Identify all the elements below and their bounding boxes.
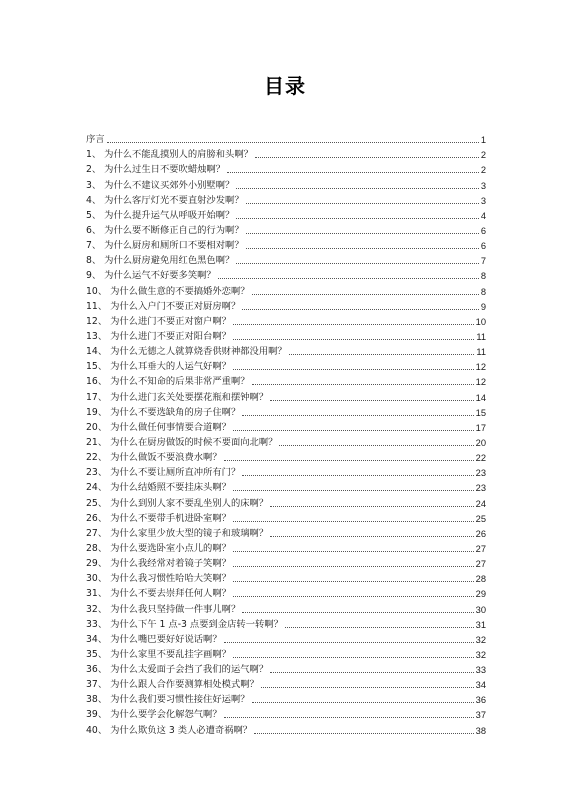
toc-dot-leader: [107, 142, 479, 143]
toc-entry-page-number: 2: [480, 150, 486, 161]
toc-entry-page-number: 2: [480, 165, 486, 176]
toc-entry[interactable]: [86, 313, 486, 328]
toc-entry-page-number: 12: [475, 362, 486, 373]
toc-dot-leader: [224, 717, 474, 718]
toc-entry-page-number: 33: [475, 665, 486, 676]
toc-entry-label: 31、 为什么不要去崇拜任何人啊？: [86, 588, 231, 600]
toc-entry-label: 1、 为什么不能乱摸别人的肩膀和头啊？: [86, 149, 253, 161]
toc-dot-leader: [233, 581, 474, 582]
toc-dot-leader: [233, 490, 474, 491]
toc-entry[interactable]: [86, 616, 486, 631]
toc-entry-label: 15、 为什么耳垂大的人运气好啊？: [86, 361, 231, 373]
toc-dot-leader: [252, 384, 474, 385]
toc-entry[interactable]: [86, 131, 486, 146]
toc-entry-label: 17、 为什么进门玄关处要摆花瓶和摆钟啊？: [86, 391, 269, 403]
toc-dot-leader: [242, 309, 479, 310]
toc-entry-label: 14、 为什么无德之人就算烧香供财神都没用啊？: [86, 346, 287, 358]
toc-entry-page-number: 26: [475, 528, 486, 539]
toc-entry-page-number: 24: [475, 498, 486, 509]
toc-entry-label: 36、 为什么太爱面子会挡了我们的运气啊？: [86, 664, 269, 676]
toc-dot-leader: [242, 612, 473, 613]
toc-dot-leader: [236, 263, 479, 264]
toc-entry-page-number: 8: [480, 286, 486, 297]
toc-entry-label: 7、 为什么厨房和厕所口不要相对啊？: [86, 240, 244, 252]
toc-entry-label: 20、 为什么做任何事情要合道啊？: [86, 421, 231, 433]
toc-entry[interactable]: [86, 404, 486, 419]
toc-entry-page-number: 36: [475, 695, 486, 706]
toc-entry-page-number: 20: [475, 437, 486, 448]
toc-entry-label: 19、 为什么不要选缺角的房子住啊？: [86, 406, 241, 418]
toc-entry-page-number: 23: [475, 483, 486, 494]
table-of-contents: [86, 131, 486, 737]
toc-dot-leader: [255, 157, 479, 158]
toc-entry-label: 40、 为什么欺负这 3 类人必遭奇祸啊？: [86, 724, 253, 736]
toc-entry-page-number: 7: [480, 256, 486, 267]
toc-entry-page-number: 31: [475, 619, 486, 630]
toc-entry-page-number: 30: [475, 604, 486, 615]
toc-entry-page-number: 25: [475, 513, 486, 524]
toc-entry-page-number: 38: [475, 725, 486, 736]
toc-entry[interactable]: [86, 328, 486, 343]
toc-dot-leader: [236, 188, 479, 189]
toc-dot-leader: [233, 369, 474, 370]
toc-entry-label: 10、 为什么做生意的不要搞婚外恋啊？: [86, 285, 250, 297]
toc-entry-label: 23、 为什么不要让厕所直冲所有门？: [86, 467, 241, 479]
toc-entry-label: 38、 为什么我们要习惯性接住好运啊？: [86, 694, 250, 706]
toc-entry-label: 39、 为什么要学会化解怨气啊？: [86, 709, 222, 721]
toc-entry-page-number: 6: [480, 225, 486, 236]
page-title: 目录: [264, 74, 306, 98]
toc-dot-leader: [254, 733, 474, 734]
toc-entry-page-number: 22: [475, 453, 486, 464]
toc-entry-page-number: 23: [475, 468, 486, 479]
toc-entry[interactable]: [86, 267, 486, 282]
toc-entry-label: 37、 为什么跟人合作要测算相处模式啊？: [86, 679, 259, 691]
toc-entry-label: 32、 为什么我只坚持做一件事儿啊？: [86, 603, 241, 615]
toc-entry[interactable]: [86, 419, 486, 434]
toc-entry[interactable]: [86, 343, 486, 358]
toc-entry-page-number: 27: [475, 543, 486, 554]
toc-dot-leader: [289, 354, 475, 355]
toc-entry[interactable]: [86, 252, 486, 267]
toc-entry[interactable]: [86, 192, 486, 207]
toc-entry-page-number: 15: [475, 407, 486, 418]
toc-dot-leader: [233, 339, 474, 340]
toc-dot-leader: [233, 430, 474, 431]
toc-dot-leader: [233, 657, 474, 658]
toc-entry[interactable]: [86, 176, 486, 191]
toc-entry[interactable]: [86, 434, 486, 449]
toc-entry-label: 24、 为什么结婚照不要挂床头啊？: [86, 482, 231, 494]
toc-entry-label: 21、 为什么在厨房做饭的时候不要面向北啊？: [86, 436, 278, 448]
toc-entry-page-number: 6: [480, 241, 486, 252]
toc-entry-page-number: 3: [480, 195, 486, 206]
toc-entry-label: 29、 为什么我经常对着镜子笑啊？: [86, 558, 231, 570]
toc-dot-leader: [233, 596, 474, 597]
toc-entry-page-number: 9: [480, 301, 486, 312]
toc-entry-page-number: 1: [480, 135, 486, 146]
toc-entry[interactable]: [86, 449, 486, 464]
toc-entry-label: 13、 为什么进门不要正对阳台啊？: [86, 330, 231, 342]
toc-entry-page-number: 11: [476, 331, 486, 342]
toc-dot-leader: [233, 521, 474, 522]
toc-entry-page-number: 8: [480, 271, 486, 282]
toc-entry[interactable]: [86, 222, 486, 237]
toc-entry[interactable]: [86, 721, 486, 736]
toc-dot-leader: [270, 536, 474, 537]
toc-entry[interactable]: [86, 585, 486, 600]
toc-dot-leader: [233, 551, 474, 552]
toc-dot-leader: [270, 400, 474, 401]
toc-entry-label: 11、 为什么入户门不要正对厨房啊？: [86, 300, 241, 312]
toc-entry[interactable]: [86, 525, 486, 540]
toc-entry-label: 35、 为什么家里不要乱挂字画啊？: [86, 648, 231, 660]
toc-entry[interactable]: [86, 298, 486, 313]
toc-entry[interactable]: [86, 388, 486, 403]
toc-entry[interactable]: [86, 691, 486, 706]
toc-entry[interactable]: [86, 661, 486, 676]
toc-entry[interactable]: [86, 282, 486, 297]
toc-entry[interactable]: [86, 207, 486, 222]
toc-entry-page-number: 17: [475, 422, 486, 433]
toc-entry[interactable]: [86, 479, 486, 494]
toc-entry-page-number: 32: [475, 634, 486, 645]
toc-dot-leader: [242, 475, 473, 476]
toc-entry[interactable]: [86, 600, 486, 615]
toc-entry[interactable]: [86, 161, 486, 176]
toc-entry-page-number: 28: [475, 574, 486, 585]
toc-dot-leader: [246, 248, 479, 249]
toc-entry[interactable]: [86, 555, 486, 570]
toc-entry[interactable]: [86, 237, 486, 252]
toc-entry-label: 26、 为什么不要带手机进卧室啊？: [86, 512, 231, 524]
toc-entry-page-number: 32: [475, 649, 486, 660]
toc-entry-label: 2、 为什么过生日不要吹蜡烛啊？: [86, 164, 226, 176]
toc-entry[interactable]: [86, 540, 486, 555]
toc-dot-leader: [252, 702, 474, 703]
toc-entry-page-number: 14: [475, 392, 486, 403]
toc-dot-leader: [279, 445, 473, 446]
toc-entry-page-number: 29: [475, 589, 486, 600]
toc-entry-label: 8、 为什么厨房避免用红色黑色啊？: [86, 255, 235, 267]
toc-entry-page-number: 37: [475, 710, 486, 721]
toc-entry[interactable]: [86, 510, 486, 525]
toc-dot-leader: [285, 627, 474, 628]
toc-dot-leader: [236, 218, 479, 219]
toc-dot-leader: [218, 278, 479, 279]
toc-entry[interactable]: [86, 676, 486, 691]
toc-entry-label: 28、 为什么要选卧室小点儿的啊？: [86, 542, 231, 554]
toc-entry[interactable]: [86, 146, 486, 161]
toc-entry-label: 序言: [86, 134, 105, 146]
toc-dot-leader: [270, 506, 474, 507]
toc-entry-label: 25、 为什么到别人家不要乱坐别人的床啊？: [86, 497, 269, 509]
toc-entry-page-number: 11: [476, 347, 486, 358]
toc-dot-leader: [261, 687, 474, 688]
toc-dot-leader: [233, 566, 474, 567]
toc-entry-label: 4、 为什么客厅灯光不要直射沙发啊？: [86, 194, 244, 206]
toc-entry-label: 5、 为什么提升运气从呼吸开始啊？: [86, 209, 235, 221]
toc-entry[interactable]: [86, 358, 486, 373]
toc-entry-page-number: 34: [475, 680, 486, 691]
toc-dot-leader: [246, 203, 479, 204]
toc-entry-label: 6、 为什么要不断修正自己的行为啊？: [86, 224, 244, 236]
toc-entry-label: 30、 为什么我习惯性哈哈大笑啊？: [86, 573, 231, 585]
toc-entry[interactable]: [86, 646, 486, 661]
toc-dot-leader: [252, 294, 479, 295]
toc-entry-label: 16、 为什么不知命的后果非常严重啊？: [86, 376, 250, 388]
toc-entry-label: 9、 为什么运气不好要多笑啊？: [86, 270, 216, 282]
toc-entry-label: 33、 为什么下午 1 点-3 点要到金店转一转啊？: [86, 618, 283, 630]
toc-dot-leader: [242, 415, 473, 416]
toc-entry[interactable]: [86, 373, 486, 388]
toc-entry-page-number: 3: [480, 180, 486, 191]
toc-dot-leader: [224, 642, 474, 643]
toc-entry-page-number: 10: [475, 316, 486, 327]
toc-entry[interactable]: [86, 706, 486, 721]
toc-dot-leader: [224, 460, 474, 461]
toc-entry[interactable]: [86, 631, 486, 646]
toc-entry-page-number: 27: [475, 559, 486, 570]
toc-entry-label: 27、 为什么家里少放大型的镜子和玻璃啊？: [86, 527, 269, 539]
toc-dot-leader: [233, 324, 474, 325]
toc-dot-leader: [270, 672, 474, 673]
toc-entry[interactable]: [86, 464, 486, 479]
toc-entry-page-number: 12: [475, 377, 486, 388]
toc-entry-label: 12、 为什么进门不要正对窗户啊？: [86, 315, 231, 327]
toc-entry[interactable]: [86, 494, 486, 509]
toc-dot-leader: [227, 172, 479, 173]
toc-entry-label: 3、 为什么不建议买郊外小别墅啊？: [86, 179, 235, 191]
toc-entry-page-number: 4: [480, 210, 486, 221]
toc-entry-label: 34、 为什么嘴巴要好好说话啊？: [86, 633, 222, 645]
toc-dot-leader: [246, 233, 479, 234]
toc-entry[interactable]: [86, 570, 486, 585]
toc-entry-label: 22、 为什么做饭不要浪费水啊？: [86, 452, 222, 464]
